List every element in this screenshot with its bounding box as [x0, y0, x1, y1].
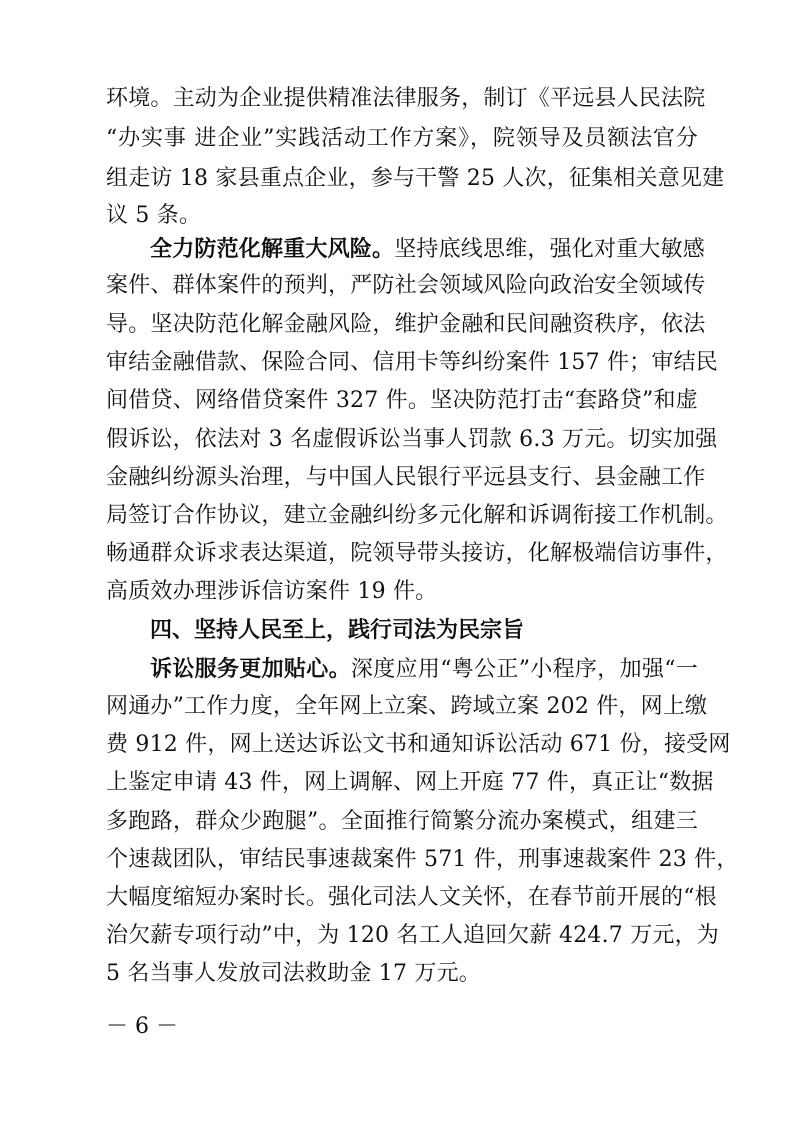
paragraph-2-line-6: 假诉讼，依法对 3 名虚假诉讼当事人罚款 6.3 万元。切实加强 [106, 427, 718, 452]
page-number: － 6 － [106, 1014, 178, 1039]
paragraph-3-line-1-rest: 深度应用“粤公正”小程序，加强“一 [350, 657, 698, 682]
paragraph-3-line-4: 上鉴定申请 43 件，网上调解、网上开庭 77 件，真正让“数据 [106, 770, 714, 795]
paragraph-2-line-10: 高质效办理涉诉信访案件 19 件。 [106, 579, 438, 604]
paragraph-1-line-2: “办实事 进企业”实践活动工作方案》，院领导及员额法官分 [106, 126, 698, 151]
paragraph-2-line-9: 畅通群众诉求表达渠道，院领导带头接访，化解极端信访事件， [106, 541, 728, 566]
paragraph-3-line-3: 费 912 件，网上送达诉讼文书和通知诉讼活动 671 份，接受网 [106, 732, 731, 757]
paragraph-2-line-4: 审结金融借款、保险合同、信用卡等纠纷案件 157 件；审结民 [106, 350, 718, 375]
paragraph-2-lead: 全力防范化解重大风险。 [150, 236, 395, 262]
paragraph-1-line-1: 环境。主动为企业提供精准法律服务，制订《平远县人民法院 [106, 86, 706, 111]
paragraph-2-line-7: 金融纠纷源头治理，与中国人民银行平远县支行、县金融工作 [106, 465, 706, 490]
paragraph-3-line-9: 5 名当事人发放司法救助金 17 万元。 [106, 961, 481, 986]
paragraph-3-line-7: 大幅度缩短办案时长。强化司法人文关怀，在春节前开展的“根 [106, 885, 717, 910]
paragraph-3-line-8: 治欠薪专项行动”中，为 120 名工人追回欠薪 424.7 万元，为 [106, 923, 719, 948]
paragraph-2-line-1-rest: 坚持底线思维，强化对重大敏感 [394, 237, 706, 262]
section-heading-4: 四、坚持人民至上，践行司法为民宗旨 [150, 618, 525, 643]
paragraph-2-line-3: 导。坚决防范化解金融风险，维护金融和民间融资秩序，依法 [106, 312, 706, 337]
paragraph-1-line-4: 议 5 条。 [106, 203, 202, 228]
paragraph-3-line-1 [150, 654, 698, 685]
paragraph-3-lead: 诉讼服务更加贴心。 [150, 656, 351, 682]
paragraph-3-line-5: 多跑路，群众少跑腿”。全面推行简繁分流办案模式，组建三 [106, 809, 698, 834]
paragraph-2-line-5: 间借贷、网络借贷案件 327 件。坚决防范打击“套路贷”和虚 [106, 388, 698, 413]
paragraph-1-line-3: 组走访 18 家县重点企业，参与干警 25 人次，征集相关意见建 [106, 166, 725, 191]
paragraph-2-line-8: 局签订合作协议，建立金融纠纷多元化解和诉调衔接工作机制。 [106, 503, 728, 528]
paragraph-3-line-2: 网通办”工作力度，全年网上立案、跨域立案 202 件，网上缴 [106, 694, 708, 719]
paragraph-2-line-2: 案件、群体案件的预判，严防社会领域风险向政治安全领域传 [106, 273, 706, 298]
paragraph-2-line-1 [150, 234, 706, 265]
paragraph-3-line-6: 个速裁团队，审结民事速裁案件 571 件，刑事速裁案件 23 件， [106, 847, 739, 872]
